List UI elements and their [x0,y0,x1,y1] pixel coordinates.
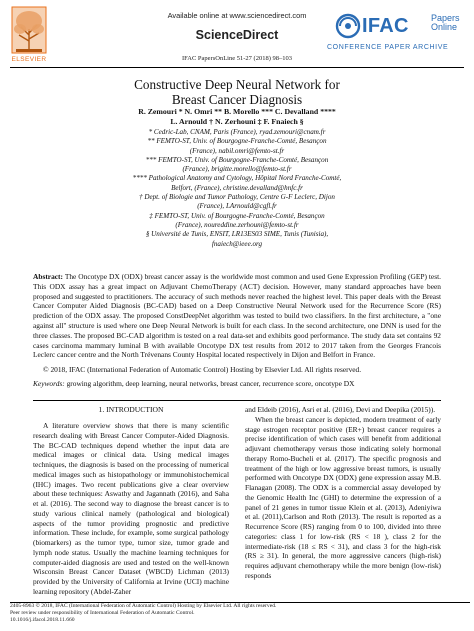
ifac-papers-online [431,14,460,32]
ifac-conference-archive: CONFERENCE PAPER ARCHIVE [327,44,449,51]
affiliation-line: (France), brigitte.morello@femto-st.fr [182,165,292,174]
affiliation-line: ‡ FEMTO-ST, Univ. of Bourgogne-Franche-Comté, Besançon [149,211,325,220]
keywords-label: Keywords: [33,379,65,388]
ifac-papers-line1: Papers [431,13,460,23]
affiliation-line: § Université de Tunis, ENSIT, LR13ES03 SIME, Tunis (Tunisia), [145,230,329,239]
title-line-2: Breast Cancer Diagnosis [171,92,303,107]
title-line-1: Constructive Deep Neural Network for [134,77,340,92]
affiliation-line: fnaiech@ieee.org [211,239,263,248]
affiliation-line: Belfort, (France), christine.devalland@hnfc.fr [171,183,303,192]
keywords-line [33,379,441,389]
elsevier-wordmark: ELSEVIER [11,56,47,63]
affiliation-line: **** Pathological Anatomy and Cytology, Hôpital Nord Franche-Comté, [132,174,342,183]
footer-peer-review-line: Peer review under responsibility of International Federation of Automatic Control. [10,610,195,617]
abstract-label: Abstract: [33,272,63,281]
intro-continuation: and Eldeib (2016), Asri et al. (2016), Devi and Deepika (2015)). [245,405,436,414]
author-list [0,107,474,126]
page-footer [10,603,470,625]
journal-citation-line: IFAC PapersOnLine 51-27 (2018) 98–103 [181,55,292,62]
ifac-wordmark: IFAC [362,15,409,37]
right-column [245,405,441,581]
ifac-papers-line2: Online [431,22,458,32]
copyright-notice: © 2018, IFAC (International Federation of Automatic Control) Hosting by Elsevier Ltd. All rights reserved. [43,365,362,374]
affiliations [0,128,474,249]
keywords-text: growing algorithm, deep learning, neural networks, breast cancer, recurrence score, oncotype DX [66,379,355,388]
affiliation-line: (France), noureddine.zerhouni@femto-st.fr [175,220,299,229]
abstract-text: The Oncotype DX (ODX) breast cancer assay is the worldwide most common and used Gene Expression Profiling (GEP) test. This ODX assay has a great impact on Adjuvant ChemoTherapy (ACT) decision. However, many standard approaches have been proposed and suggested to practitioners. The accuracy of such methods never reached the highest level. This paper deals with the Breast Cancer Computer Aided Diagnosis (BC-CAD) based on a Deep Constructive Neural Network used for the Recurrence Score (RS) prediction of the ODX assay. The proposed ConstDeepNet algorithm was tested to build two classifiers. In the first architecture, a "one against all" structure is used where one Deep Neural Network is built for each class. In the second architecture, one DNN is used for the three classes. The proposed BC-CAD algorithm is tested on a real data-set and exhibits good performance. The study data set contains 92 cases carcinoma mammary luminal B with available Oncotype DX test results from 2012 to 2017 taken from the Georges Francois Leclerc cancer centre and the North Trévenans County Hospital located respectively in Dijon and Belfort in France. [33,272,441,360]
affiliation-line: ** FEMTO-ST, Univ. of Bourgogne-Franche-Comté, Besançon [147,137,327,146]
left-column [33,421,229,597]
authors-line-2: L. Arnould † N. Zerhouni ‡ F. Fnaiech § [170,116,304,126]
paper-title [0,77,474,107]
affiliation-line: (France), nabil.omri@femto-st.fr [189,146,285,155]
intro-paragraph: When the breast cancer is depicted, modern treatment of early stage estrogen receptor positive (ER+) breast cancer requires a precise identification of which cases will benefit from additional adjuvant chemotherapy versus those indicating solely hormonal therapy Romo-Bucheli et al. (2017). The specific prognosis and treatment of the high or low aggressive breast tumors, is usually performed with Oncotype DX (ODX) gene expression assay M.B. Flanagan (2008). The ODX is a commercial assay developed by the Genomic Health Inc (GHI) to determine the expression of a panel of 21 genes in tumor tissue Klein et al. (2013), Adeniyiwa et al. (2011),Carlson and Roth (2013). The result is reported as a Recurrence Score (RS) ranging from 0 to 100, divided into three categories: class 1 for low-risk (RS < 18 ), class 2 for the intermediate-risk (18 ≤ RS < 31), and class 3 for the high-risk (RS ≥ 31). In general, the more aggressive cancers (high-risk) requires adjuvant chemotherapy while the more benign (low-risk) responds [245,414,441,580]
footer-doi-line: 10.1016/j.ifacol.2018.11.660 [10,617,75,624]
affiliation-line: * Cedric-Lab, CNAM, Paris (France), ryad.zemouri@cnam.fr [148,128,326,136]
authors-line-1: R. Zemouri * N. Omri ** B. Morello *** C. Devalland **** [138,107,336,116]
intro-paragraph: A literature overview shows that there is many scientific research dealing with Breast Cancer Computer-Aided Diagnosis. The BC-CAD techniques depend whether the input data are medical images or clinical data. Using medical images techniques, the diagnosis is based on the processing of numerical medical images such as histopathology or immunohistochemical (IHC) images. Two recent publications give a clear overview about these techniques: Aswathy and Jagannath (2016), and Saha et al. (2016). The second way to diagnose the breast cancer is to study various clinical namely (pathological and biological) aspects of the tumor providing prognostic and predictive information. These include, for example, some surgical pathology (biomarkers) as the tumor type, tumor size, tumor grade and lymph node status. Usually the machine learning techniques for computer-aided diagnosis are used and tested on the well-known Wisconsin Breast Cancer Dataset (WBCD) Lichman (2013) provided by the University of California at Irvine (UCI) machine learning repository (Abdel-Zaher [33,421,229,596]
affiliation-line: (France), LArnould@cgfl.fr [197,202,277,211]
affiliation-line: † Dept. of Biologie and Tumor Pathology, Centre G-F Leclerc, Dijon [139,193,335,202]
affiliation-line: *** FEMTO-ST, Univ. of Bourgogne-Franche-Comté, Besançon [145,155,329,164]
abstract-paragraph [33,272,441,360]
footer-issn-line: 2405-8963 © 2018, IFAC (International Federation of Automatic Control) Hosting by Elsevier Ltd. All rights reserved. [10,603,277,609]
section-heading-introduction: 1. INTRODUCTION [98,405,164,414]
abstract-divider [33,400,441,401]
header-divider [10,67,464,68]
available-online-text: Available online at www.sciencedirect.com [167,11,307,20]
sciencedirect-logo-text: ScienceDirect [195,28,279,42]
